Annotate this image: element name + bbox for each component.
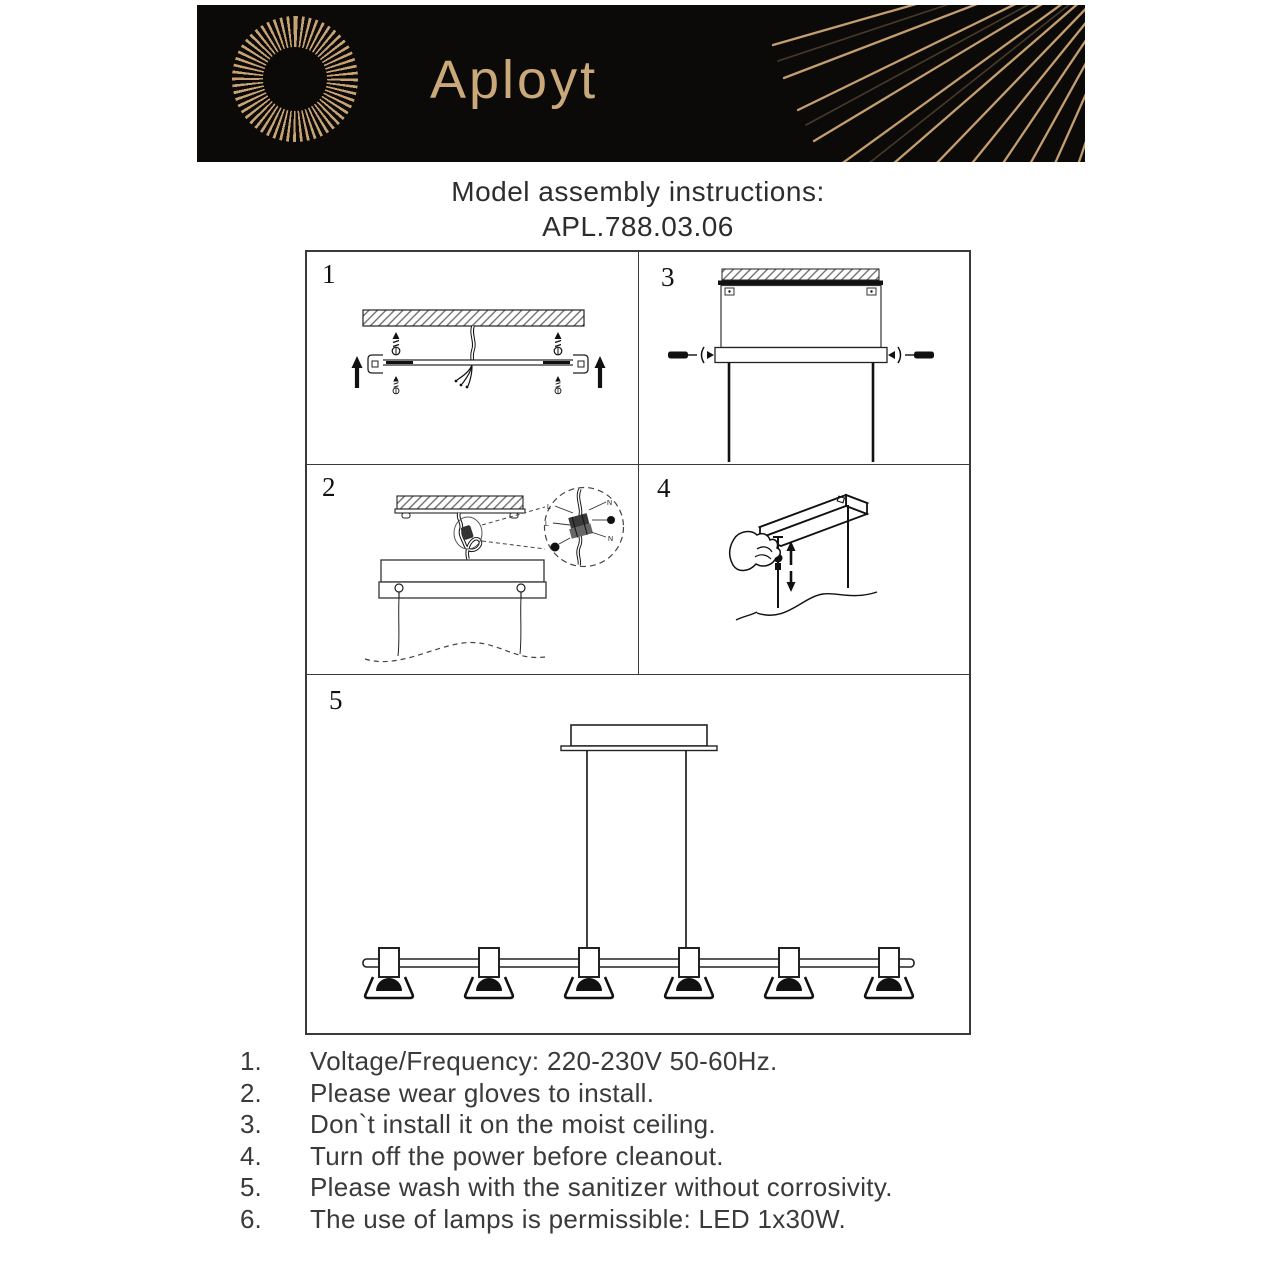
spotlight	[465, 948, 513, 998]
panel-number: 5	[329, 685, 343, 715]
item-number: 6.	[240, 1203, 262, 1234]
brand-name: Aployt	[430, 50, 599, 110]
instruction-list	[240, 1046, 1060, 1236]
item-number: 3.	[240, 1109, 262, 1140]
step5-assembled-fixture-diagram	[307, 675, 969, 1033]
item-text: Don`t install it on the moist ceiling.	[310, 1109, 716, 1140]
spotlight	[365, 948, 413, 998]
wire-label-n2: N	[608, 536, 614, 543]
list-item	[240, 1141, 1060, 1173]
spotlight	[565, 948, 613, 998]
item-text: Voltage/Frequency: 220-230V 50-60Hz.	[310, 1046, 778, 1076]
list-item	[240, 1046, 1060, 1078]
panel-number: 2	[322, 472, 336, 502]
panel-number: 3	[661, 262, 675, 292]
page-title	[305, 174, 971, 244]
rays-decoration-icon	[197, 5, 1085, 162]
panel-step-4	[639, 465, 969, 675]
panel-step-5	[307, 675, 969, 1033]
panel-step-1	[307, 252, 639, 465]
spotlight	[765, 948, 813, 998]
brand-header-banner	[197, 5, 1085, 162]
spotlight	[665, 948, 713, 998]
spotlight	[865, 948, 913, 998]
list-item	[240, 1078, 1060, 1110]
wire-label-l1: L	[547, 504, 551, 511]
list-item	[240, 1172, 1060, 1204]
list-item	[240, 1109, 1060, 1141]
item-number: 2.	[240, 1077, 262, 1108]
title-heading: Model assembly instructions:	[451, 176, 825, 207]
panel-step-3	[639, 252, 969, 465]
item-text: Please wear gloves to install.	[310, 1077, 655, 1108]
panel-step-2	[307, 465, 639, 675]
item-text: The use of lamps is permissible: LED 1x30W.	[310, 1203, 846, 1234]
step4-cable-adjustment-diagram	[639, 465, 967, 673]
wire-label-l2: L	[545, 521, 549, 528]
item-number: 4.	[240, 1140, 262, 1171]
panel-number: 4	[657, 473, 671, 503]
model-code: APL.788.03.06	[542, 211, 734, 242]
step1-ceiling-bracket-diagram	[307, 252, 637, 463]
assembly-diagram-grid	[305, 250, 971, 1035]
panel-number: 1	[322, 259, 336, 289]
item-text: Turn off the power before cleanout.	[310, 1140, 724, 1171]
item-text: Please wash with the sanitizer without corrosivity.	[310, 1172, 893, 1203]
wire-label-n1: N	[607, 500, 613, 507]
step2-wiring-diagram	[307, 465, 637, 673]
item-number: 5.	[240, 1172, 262, 1203]
step3-canopy-screws-diagram	[639, 252, 967, 463]
list-item	[240, 1204, 1060, 1236]
item-number: 1.	[240, 1046, 262, 1076]
